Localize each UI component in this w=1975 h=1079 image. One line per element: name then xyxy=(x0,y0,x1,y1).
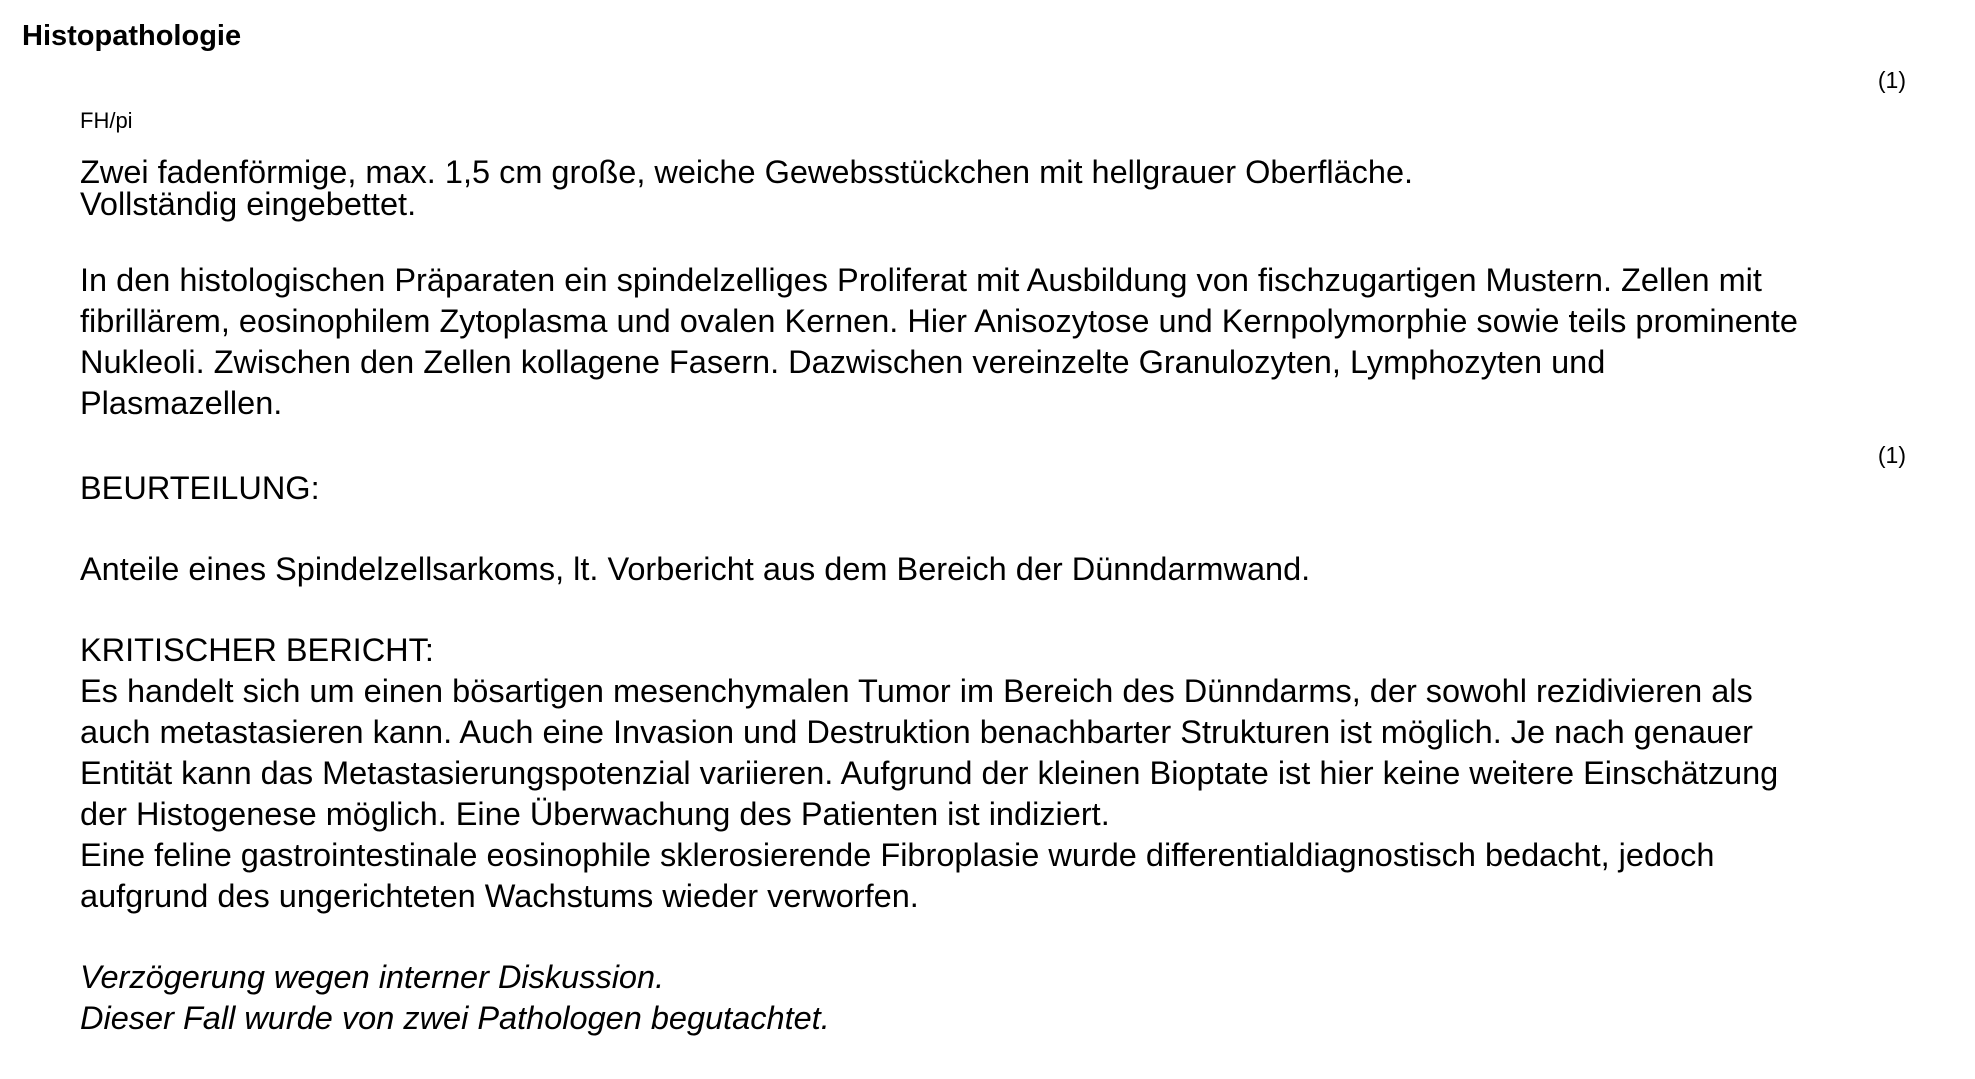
section-heading: Histopathologie xyxy=(22,20,242,52)
macroscopic-description: Zwei fadenförmige, max. 1,5 cm große, weiche Gewebsstückchen mit hellgrauer Oberfläche. Vollständig eingebettet. xyxy=(80,154,1414,222)
assessment-text: Anteile eines Spindelzellsarkoms, lt. Vorbericht aus dem Bereich der Dünndarmwand. xyxy=(80,551,1311,587)
review-note: Dieser Fall wurde von zwei Pathologen begutachtet. xyxy=(80,1000,830,1036)
delay-note: Verzögerung wegen interner Diskussion. xyxy=(80,959,665,995)
reference-marker: (1) xyxy=(1877,442,1906,468)
author-initials: FH/pi xyxy=(80,108,133,133)
differential-diagnosis-text: Eine feline gastrointestinale eosinophile sklerosierende Fibroplasie wurde differentialdiagnostisch bedacht, jedoch aufgrund des ungerichteten Wachstums wieder verworfen. xyxy=(80,837,1715,914)
critical-report-heading: KRITISCHER BERICHT: xyxy=(80,632,434,668)
assessment-heading: BEURTEILUNG: xyxy=(80,470,320,506)
critical-report-text: Es handelt sich um einen bösartigen mesenchymalen Tumor im Bereich des Dünndarms, der sowohl rezidivieren als auch metastasieren kann. Auch eine Invasion und Destruktion benachbarter Strukturen ist möglich. Je nach genauer Entität kann das Metastasierungspotenzial variieren. Aufgrund der kleinen Bioptate ist hier keine weitere Einschätzung der Histogenese möglich. Eine Überwachung des Patienten ist indiziert. xyxy=(80,673,1779,832)
reference-marker: (1) xyxy=(1877,67,1906,93)
microscopic-description: In den histologischen Präparaten ein spindelzelliges Proliferat mit Ausbildung von fischzugartigen Mustern. Zellen mit fibrillärem, eosinophilem Zytoplasma und ovalen Kernen. Hier Anisozytose und Kernpolymorphie sowie teils prominente Nukleoli. Zwischen den Zellen kollagene Fasern. Dazwischen vereinzelte Granulozyten, Lymphozyten und Plasmazellen. xyxy=(80,262,1798,421)
report-body xyxy=(80,156,1960,1039)
